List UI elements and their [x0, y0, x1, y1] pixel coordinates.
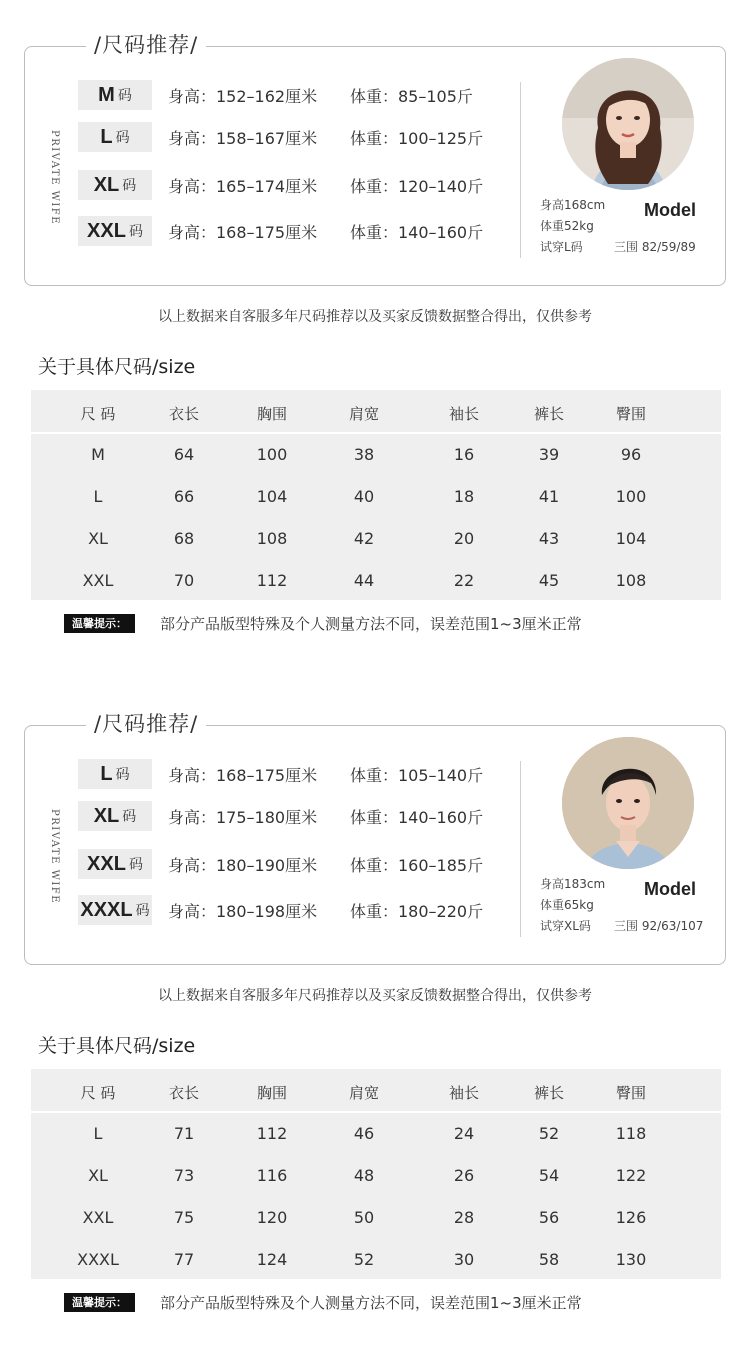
table-cell: 64: [173, 445, 195, 464]
recommend-row: [78, 122, 518, 154]
recommend-row: [78, 170, 518, 202]
table-cell: L: [93, 1124, 103, 1143]
table-cell: XXL: [82, 1208, 114, 1227]
model-photo-male: [562, 737, 694, 869]
model-weight: 体重52kg: [540, 219, 594, 233]
table-cell: 104: [256, 487, 288, 506]
weight-range: 体重：160–185斤: [350, 856, 484, 875]
table-cell: 122: [615, 1166, 647, 1185]
model-measurements: 三围 82/59/89: [614, 240, 696, 254]
model-label: Model: [644, 879, 696, 899]
recommend-row: [78, 895, 518, 927]
header-separator: [31, 1111, 721, 1113]
size-table: [31, 390, 721, 600]
table-cell: 100: [615, 487, 647, 506]
table-cell: 75: [173, 1208, 195, 1227]
height-range: 身高：152–162厘米: [168, 87, 318, 106]
model-photo-female: [562, 58, 694, 190]
recommend-row: [78, 80, 518, 112]
table-header: 臀围: [615, 405, 647, 423]
height-range: 身高：180–198厘米: [168, 902, 318, 921]
recommendation-title: /尺码推荐/: [86, 30, 206, 60]
table-cell: 54: [538, 1166, 560, 1185]
recommendation-title: /尺码推荐/: [86, 709, 206, 739]
table-cell: 71: [173, 1124, 195, 1143]
height-range: 身高：165–174厘米: [168, 177, 318, 196]
model-height: 身高183cm: [540, 877, 606, 891]
table-cell: 22: [453, 571, 475, 590]
weight-range: 体重：120–140斤: [350, 177, 484, 196]
table-cell: 38: [353, 445, 375, 464]
table-header: 肩宽: [348, 1084, 380, 1102]
size-badge: XXXL 码: [78, 895, 152, 925]
size-badge: L 码: [78, 122, 152, 152]
height-range: 身高：180–190厘米: [168, 856, 318, 875]
table-cell: 120: [256, 1208, 288, 1227]
recommend-row: [78, 849, 518, 881]
table-cell: 44: [353, 571, 375, 590]
table-cell: 112: [256, 571, 288, 590]
table-header: 尺 码: [80, 405, 116, 423]
table-header: 肩宽: [348, 405, 380, 423]
table-cell: 42: [353, 529, 375, 548]
weight-range: 体重：180–220斤: [350, 902, 484, 921]
table-cell: 43: [538, 529, 560, 548]
table-cell: 108: [615, 571, 647, 590]
size-badge: L 码: [78, 759, 152, 789]
header-separator: [31, 432, 721, 434]
table-cell: 112: [256, 1124, 288, 1143]
data-source-note: 以上数据来自客服多年尺码推荐以及买家反馈数据整合得出，仅供参考: [158, 309, 592, 325]
table-cell: 48: [353, 1166, 375, 1185]
table-cell: 96: [620, 445, 642, 464]
table-header: 胸围: [256, 1084, 288, 1102]
table-cell: 73: [173, 1166, 195, 1185]
divider: [520, 82, 521, 258]
weight-range: 体重：85–105斤: [350, 87, 473, 106]
height-range: 身高：158–167厘米: [168, 129, 318, 148]
size-table: [31, 1069, 721, 1279]
table-header: 尺 码: [80, 1084, 116, 1102]
table-cell: 56: [538, 1208, 560, 1227]
table-cell: 68: [173, 529, 195, 548]
model-measurements: 三围 92/63/107: [614, 919, 704, 933]
recommend-row: [78, 801, 518, 833]
tip-text: 部分产品版型特殊及个人测量方法不同，误差范围1~3厘米正常: [160, 1294, 582, 1312]
table-cell: 116: [256, 1166, 288, 1185]
weight-range: 体重：140–160斤: [350, 223, 484, 242]
table-cell: 18: [453, 487, 475, 506]
table-header: 衣长: [168, 405, 200, 423]
brand-vertical-text: PRIVATE WIFE: [49, 809, 60, 905]
model-height: 身高168cm: [540, 198, 606, 212]
tip-badge: 温馨提示：: [64, 1293, 135, 1312]
size-badge: XXL 码: [78, 849, 152, 879]
table-cell: 118: [615, 1124, 647, 1143]
table-cell: 70: [173, 571, 195, 590]
table-cell: 30: [453, 1250, 475, 1269]
model-weight: 体重65kg: [540, 898, 594, 912]
table-cell: 108: [256, 529, 288, 548]
model-tried-size: 试穿L码: [540, 240, 583, 254]
table-cell: 66: [173, 487, 195, 506]
table-header: 裤长: [533, 405, 565, 423]
table-cell: 104: [615, 529, 647, 548]
tip-text: 部分产品版型特殊及个人测量方法不同，误差范围1~3厘米正常: [160, 615, 582, 633]
table-cell: 16: [453, 445, 475, 464]
table-cell: 39: [538, 445, 560, 464]
table-cell: XXL: [82, 571, 114, 590]
height-range: 身高：175–180厘米: [168, 808, 318, 827]
table-cell: 45: [538, 571, 560, 590]
size-badge: M 码: [78, 80, 152, 110]
table-cell: 130: [615, 1250, 647, 1269]
table-cell: XL: [88, 1166, 108, 1185]
size-table-title: 关于具体尺码/size: [38, 356, 196, 378]
table-cell: XXXL: [77, 1250, 119, 1269]
size-badge: XXL 码: [78, 216, 152, 246]
table-cell: 50: [353, 1208, 375, 1227]
table-header: 裤长: [533, 1084, 565, 1102]
table-cell: 20: [453, 529, 475, 548]
weight-range: 体重：140–160斤: [350, 808, 484, 827]
table-header: 袖长: [448, 1084, 480, 1102]
table-cell: 26: [453, 1166, 475, 1185]
table-cell: 24: [453, 1124, 475, 1143]
table-header: 臀围: [615, 1084, 647, 1102]
table-header: 衣长: [168, 1084, 200, 1102]
table-cell: 46: [353, 1124, 375, 1143]
table-cell: 58: [538, 1250, 560, 1269]
weight-range: 体重：100–125斤: [350, 129, 484, 148]
table-cell: 28: [453, 1208, 475, 1227]
table-cell: 100: [256, 445, 288, 464]
table-cell: M: [91, 445, 105, 464]
data-source-note: 以上数据来自客服多年尺码推荐以及买家反馈数据整合得出，仅供参考: [158, 988, 592, 1004]
tip-badge: 温馨提示：: [64, 614, 135, 633]
table-cell: 77: [173, 1250, 195, 1269]
table-cell: L: [93, 487, 103, 506]
table-header: 胸围: [256, 405, 288, 423]
recommend-row: [78, 759, 518, 791]
height-range: 身高：168–175厘米: [168, 223, 318, 242]
table-cell: 126: [615, 1208, 647, 1227]
table-cell: 52: [538, 1124, 560, 1143]
table-cell: 52: [353, 1250, 375, 1269]
table-cell: 41: [538, 487, 560, 506]
size-badge: XL 码: [78, 170, 152, 200]
height-range: 身高：168–175厘米: [168, 766, 318, 785]
table-cell: XL: [88, 529, 108, 548]
table-header: 袖长: [448, 405, 480, 423]
size-badge: XL 码: [78, 801, 152, 831]
size-table-title: 关于具体尺码/size: [38, 1035, 196, 1057]
divider: [520, 761, 521, 937]
model-tried-size: 试穿XL码: [540, 919, 591, 933]
table-cell: 124: [256, 1250, 288, 1269]
brand-vertical-text: PRIVATE WIFE: [49, 130, 60, 226]
size-section-men: [0, 679, 750, 1358]
recommend-row: [78, 216, 518, 248]
model-label: Model: [644, 200, 696, 220]
weight-range: 体重：105–140斤: [350, 766, 484, 785]
table-cell: 40: [353, 487, 375, 506]
